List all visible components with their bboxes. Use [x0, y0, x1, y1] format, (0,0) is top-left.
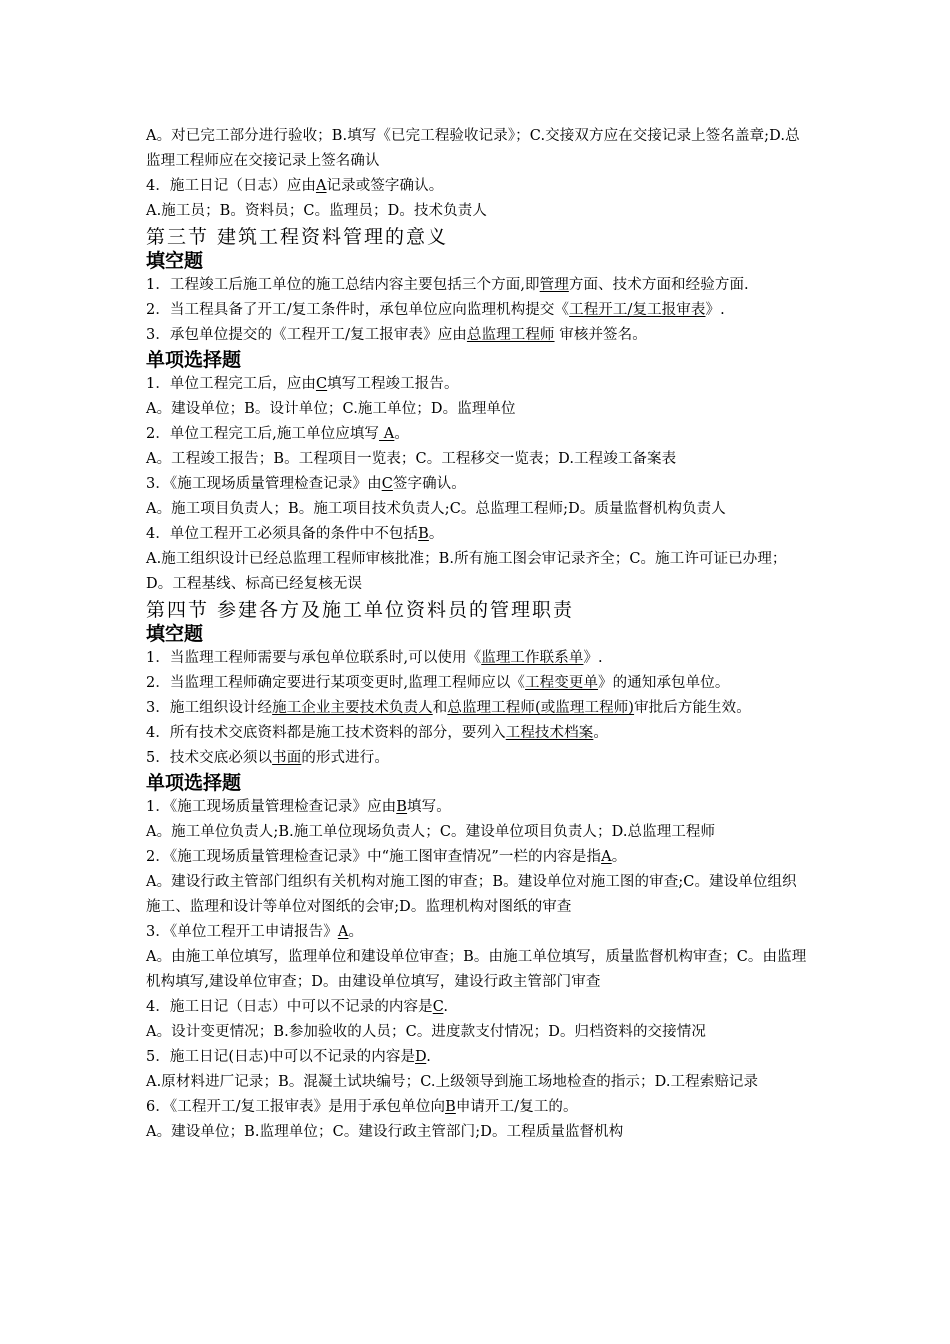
text-segment: 记录或签字确认。	[326, 178, 444, 194]
text-segment: A.施工组织设计已经总监理工程师审核批准；B.所有施工图会审记录齐全；C。施工许可证已办理；D。工程基线、标高已经复核无误	[146, 551, 787, 592]
text-segment: 。	[593, 725, 608, 741]
answer-blank: B	[418, 526, 429, 542]
answer-blank: C	[432, 999, 444, 1015]
text-segment: 。	[348, 924, 364, 940]
text-segment: 1．《施工现场质量管理检查记录》应由	[146, 799, 397, 815]
answer-blank: A	[315, 178, 327, 194]
answer-blank: 工程开工/复工报审表	[569, 302, 706, 318]
text-segment: 2．当工程具备了开工/复工条件时，承包单位应向监理机构提交《	[146, 302, 570, 318]
answer-blank: A	[337, 924, 349, 940]
answer-blank: C	[315, 376, 328, 392]
text-line	[146, 1120, 810, 1145]
answer-blank: D	[415, 1049, 427, 1065]
answer-blank: 总监理工程师	[466, 327, 555, 343]
text-segment: 填空题	[146, 250, 204, 272]
text-line	[146, 870, 810, 920]
text-segment: 4．施工日记（日志）应由	[146, 178, 316, 194]
text-line	[146, 845, 810, 870]
text-segment: 4．施工日记（日志）中可以不记录的内容是	[146, 999, 433, 1015]
text-segment: 审核并签名。	[554, 327, 647, 343]
text-segment: 4．所有技术交底资料都是施工技术资料的部分，要列入	[146, 725, 506, 741]
text-segment: 填写工程竣工报告。	[327, 376, 459, 392]
answer-blank: 管理	[539, 277, 569, 293]
answer-blank: B	[396, 799, 408, 815]
text-segment: A。设计变更情况；B.参加验收的人员；C。进度款支付情况；D。归档资料的交接情况	[146, 1024, 706, 1040]
answer-blank: A	[379, 426, 395, 442]
text-segment: 1．工程竣工后施工单位的施工总结内容主要包括三个方面,即	[146, 277, 540, 293]
text-line	[146, 995, 810, 1020]
section-heading	[146, 771, 810, 795]
text-line	[146, 795, 810, 820]
text-line	[146, 323, 810, 348]
text-segment: 第四节 参建各方及施工单位资料员的管理职责	[146, 599, 575, 621]
text-line	[146, 199, 810, 224]
text-segment: 。	[394, 426, 409, 442]
text-line	[146, 497, 810, 522]
answer-blank: 书面	[272, 750, 302, 766]
text-segment: 4．单位工程开工必须具备的条件中不包括	[146, 526, 419, 542]
text-line	[146, 472, 810, 497]
text-line	[146, 547, 810, 597]
text-line	[146, 372, 810, 397]
text-line	[146, 447, 810, 472]
text-segment: 单项选择题	[146, 772, 242, 794]
text-line	[146, 1070, 810, 1095]
text-segment: 和	[432, 700, 448, 716]
section-heading	[146, 622, 810, 646]
text-segment: .	[443, 999, 449, 1015]
text-line	[146, 422, 810, 447]
text-segment: 》.	[583, 650, 603, 666]
text-segment: 3．《单位工程开工申请报告》	[146, 924, 338, 940]
text-segment: 第三节 建筑工程资料管理的意义	[146, 226, 449, 248]
text-segment: 5．施工日记(日志)中可以不记录的内容是	[146, 1049, 416, 1065]
text-line	[146, 820, 810, 845]
text-segment: 》.	[705, 302, 725, 318]
text-segment: 2．当监理工程师确定要进行某项变更时,监理工程师应以《	[146, 675, 526, 691]
answer-blank: 工程技术档案	[505, 725, 594, 741]
text-line	[146, 646, 810, 671]
answer-blank: 施工企业主要技术负责人	[272, 700, 433, 716]
text-segment: 申请开工/复工的。	[455, 1099, 578, 1115]
text-segment: .	[426, 1049, 431, 1065]
answer-blank: B	[445, 1099, 456, 1115]
document-body	[146, 124, 810, 1145]
text-segment: 1．单位工程完工后，应由	[146, 376, 316, 392]
text-line	[146, 1095, 810, 1120]
text-segment: 2．《施工现场质量管理检查记录》中“施工图审查情况”一栏的内容是指	[146, 849, 602, 865]
text-segment: 3．施工组织设计经	[146, 700, 273, 716]
text-segment: 。	[611, 849, 627, 865]
text-segment: 5．技术交底必须以	[146, 750, 273, 766]
text-line	[146, 920, 810, 945]
section-title	[146, 598, 810, 622]
text-segment: 1．当监理工程师需要与承包单位联系时,可以使用《	[146, 650, 482, 666]
text-segment: A。施工项目负责人；B。施工项目技术负责人;C。总监理工程师;D。质量监督机构负责人	[146, 501, 726, 517]
text-segment: A。工程竣工报告；B。工程项目一览表；C。工程移交一览表；D.工程竣工备案表	[146, 451, 677, 467]
answer-blank: A	[601, 849, 612, 865]
answer-blank: C	[381, 476, 393, 492]
text-segment: A。由施工单位填写，监理单位和建设单位审查；B。由施工单位填写，质量监督机构审查；C。由监理机构填写,建设单位审查；D。由建设单位填写，建设行政主管部门审查	[146, 949, 807, 990]
text-line	[146, 298, 810, 323]
text-line	[146, 746, 810, 771]
text-segment: 方面、技术方面和经验方面.	[568, 277, 749, 293]
text-line	[146, 124, 810, 174]
text-segment: A。建设行政主管部门组织有关机构对施工图的审查；B。建设单位对施工图的审查;C。建设单位组织施工、监理和设计等单位对图纸的会审;D。监理机构对图纸的审查	[146, 874, 797, 915]
text-line	[146, 721, 810, 746]
text-line	[146, 522, 810, 547]
text-segment: 填写。	[407, 799, 451, 815]
text-segment: 单项选择题	[146, 349, 242, 371]
text-segment: A.施工员；B。资料员；C。监理员；D。技术负责人	[146, 203, 487, 219]
text-segment: 填空题	[146, 623, 204, 645]
text-segment: A。施工单位负责人;B.施工单位现场负责人；C。建设单位项目负责人；D.总监理工程师	[146, 824, 716, 840]
text-line	[146, 1020, 810, 1045]
text-segment: A.原材料进厂记录；B。混凝土试块编号；C.上级领导到施工场地检查的指示；D.工程索赔记录	[146, 1074, 759, 1090]
section-title	[146, 225, 810, 249]
section-heading	[146, 249, 810, 273]
text-segment: 3．《施工现场质量管理检查记录》由	[146, 476, 382, 492]
text-segment: A。对已完工部分进行验收；B.填写《已完工程验收记录》；C.交接双方应在交接记录上签名盖章;D.总监理工程师应在交接记录上签名确认	[146, 128, 800, 169]
text-line	[146, 945, 810, 995]
answer-blank: 监理工作联系单	[481, 650, 584, 666]
text-line	[146, 174, 810, 199]
text-segment: A。建设单位；B。设计单位；C.施工单位；D。监理单位	[146, 401, 516, 417]
answer-blank: 工程变更单	[525, 675, 599, 691]
answer-blank: 总监理工程师(或监理工程师)	[447, 700, 635, 716]
text-segment: 审批后方能生效。	[634, 700, 751, 716]
text-segment: A。建设单位；B.监理单位；C。建设行政主管部门;D。工程质量监督机构	[146, 1124, 624, 1140]
text-segment: 。	[428, 526, 444, 542]
text-segment: 3．承包单位提交的《工程开工/复工报审表》应由	[146, 327, 467, 343]
text-line	[146, 273, 810, 298]
section-heading	[146, 348, 810, 372]
text-segment: 2．单位工程完工后,施工单位应填写	[146, 426, 380, 442]
text-line	[146, 696, 810, 721]
text-line	[146, 1045, 810, 1070]
text-line	[146, 671, 810, 696]
text-segment: 6．《工程开工/复工报审表》是用于承包单位向	[146, 1099, 446, 1115]
text-line	[146, 397, 810, 422]
text-segment: 签字确认。	[392, 476, 466, 492]
text-segment: 》的通知承包单位。	[598, 675, 730, 691]
text-segment: 的形式进行。	[301, 750, 389, 766]
